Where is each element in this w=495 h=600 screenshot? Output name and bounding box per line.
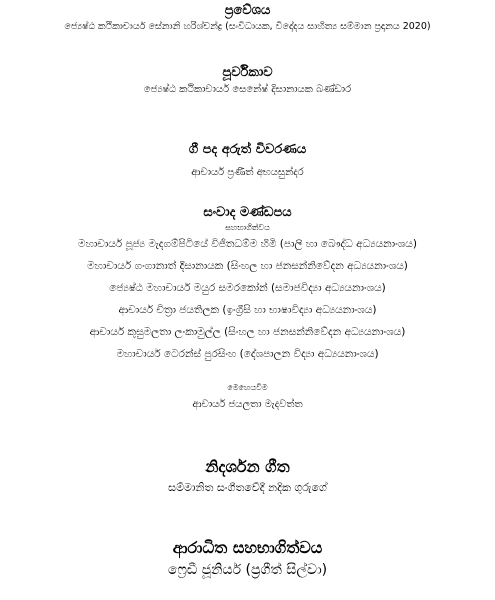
- panel-member: මහාචාර්ය ටෙරන්ස් පුරසිංහ (දේශපාලන විද්‍යා අධ්‍යයනාංශය): [116, 348, 379, 360]
- panel-member: ජ්‍යෙෂ්ඨ මහාචාර්ය මයුර සමරකෝන් (සමාජවිද්‍යා අධ්‍යයනාංශය): [109, 282, 386, 294]
- panel-member: ආචාර්ය චිත්‍රා ජයතිලක (ඉංග්‍රීසි හා භාෂාවිද්‍යා අධ්‍යයනාංශය): [118, 304, 377, 316]
- panel-label: සහභාගිත්වය: [225, 223, 270, 232]
- moderator-label: මෙහෙයවීම: [227, 383, 268, 392]
- panel-member: ආචාර්ය කුසුමලතා ලංකාමුල්ල (සිංහල හා ජනසන්නිවේදන අධ්‍යයනාංශය): [89, 326, 406, 338]
- guest-line: ෆ්‍රෙඩී ජූනියර් (ප්‍රගීත් සිල්වා): [167, 562, 328, 578]
- moderator-line: ආචාර්ය ජයලතා මැදවත්ත: [192, 399, 303, 410]
- intro-line: ජ්‍යෙෂ්ඨ කථිකාචාර්ය සේනානි හරිශ්චන්ද්‍ර (සංවිධායක, විදෝදය සාහිත්‍ය සම්මාන ප්‍රදානය 2020): [64, 21, 431, 32]
- demo-line: සම්මානිත සංගීතවේදී නදික ගුරුගේ: [168, 481, 327, 494]
- panel-heading: සංවාද මණ්ඩපය: [203, 205, 292, 220]
- demo-heading: නිදර්ශන ගීත: [205, 457, 290, 476]
- panel-member: මහාචාර්ය ගංගානාත් දිසානායක (සිංහල හා ජනසන්නිවේදන අධ්‍යයනාංශය): [87, 260, 408, 272]
- panel-member-list: [0, 239, 495, 371]
- intro-heading: ප්‍රවේශය: [224, 3, 271, 18]
- guest-heading: ආරාධිත සහභාගිත්වය: [172, 538, 323, 557]
- lyrics-line: ආචාර්ය ප්‍රණීත් අභයසුන්දර: [191, 167, 304, 178]
- preface-heading: පූර්විකාව: [222, 65, 273, 80]
- preface-line: ජ්‍යෙෂ්ඨ කථිකාචාර්ය සෙනේෂ් දිසානායක බණ්ඩාර: [143, 84, 352, 95]
- panel-member: මහාචාර්ය පූජ්‍ය මැදගම්පිටියේ විජිතධම්ම හිමි (පාලි හා බෞද්ධ අධ්‍යයනාංශය): [78, 238, 417, 250]
- lyrics-heading: ගී පද අරුත් විවරණය: [188, 142, 307, 157]
